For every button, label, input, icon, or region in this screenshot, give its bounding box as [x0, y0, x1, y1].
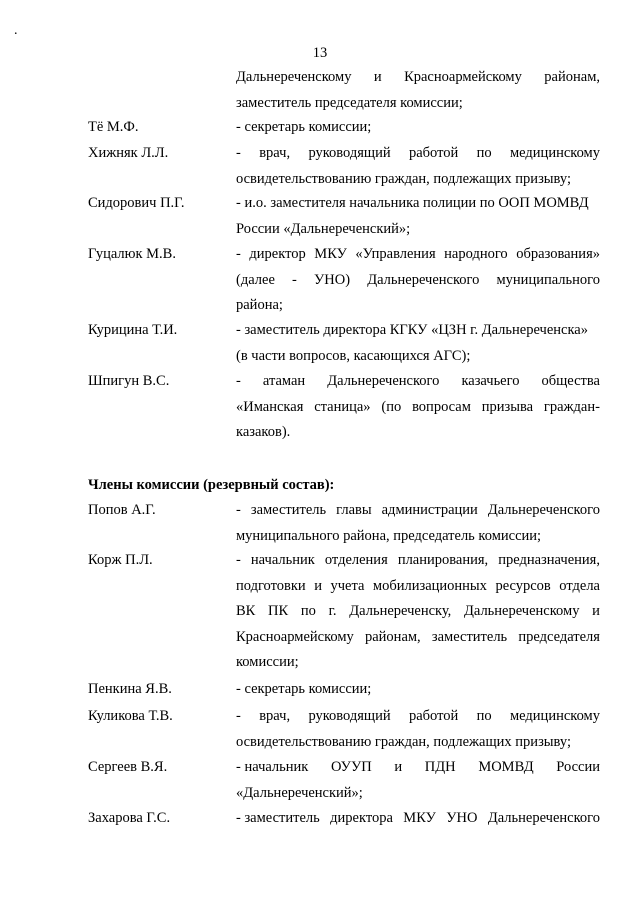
member-role-line — [236, 628, 600, 646]
word: УНО) — [314, 271, 351, 288]
member-name: Тё М.Ф. — [88, 119, 139, 135]
word: работой — [408, 708, 459, 724]
word: УНО — [446, 810, 478, 826]
word: образования» — [516, 246, 600, 262]
word: - — [236, 246, 241, 262]
word: Дальнереченского — [487, 810, 600, 826]
word: администрации — [381, 502, 478, 518]
word: Дальнереченскому — [236, 69, 352, 85]
member-role-line: - секретарь комиссии; — [236, 681, 372, 697]
word: заместитель — [431, 628, 508, 645]
word: граждан- — [543, 398, 600, 415]
member-role-line: комиссии; — [236, 654, 299, 671]
word: г. — [328, 603, 337, 620]
word: Дальнереченского — [327, 373, 440, 389]
member-role-line: - секретарь комиссии; — [236, 119, 372, 135]
word: станица» — [314, 398, 371, 415]
word: директора — [330, 810, 393, 826]
word: отделения — [324, 552, 388, 568]
word: Дальнереченского — [367, 271, 480, 288]
member-name: Сидорович П.Г. — [88, 195, 185, 211]
member-role-line — [236, 271, 600, 289]
member-role-line: «Дальнереченский»; — [236, 784, 363, 801]
member-name: Захарова Г.С. — [88, 810, 171, 826]
member-role-line: освидетельствованию граждан, подлежащих призыву; — [236, 733, 571, 750]
word: начальник — [250, 552, 315, 568]
page-number: 13 — [312, 45, 328, 61]
word: медицинскому — [510, 145, 600, 161]
member-role-line: казаков). — [236, 424, 291, 441]
stray-dot: . — [14, 23, 18, 38]
continuation-line: заместитель председателя комиссии; — [236, 94, 463, 111]
word: призыва — [481, 398, 534, 415]
word: - — [236, 552, 241, 568]
word: «Иманская — [236, 398, 304, 415]
member-role-line: - и.о. заместителя начальника полиции по ООП МОМВД — [236, 195, 589, 211]
word: - — [236, 502, 241, 518]
word: директор — [249, 246, 306, 262]
word: России — [556, 759, 600, 775]
word: вопросам — [412, 398, 471, 415]
word: ПДН — [424, 759, 456, 775]
word: МОМВД — [478, 759, 534, 775]
member-role-line: освидетельствованию граждан, подлежащих призыву; — [236, 170, 571, 187]
word: казачьего — [461, 373, 520, 389]
word: - начальник — [236, 759, 309, 775]
member-name: Пенкина Я.В. — [88, 681, 172, 697]
member-role-line — [236, 707, 600, 725]
member-role-line: (в части вопросов, касающихся АГС); — [236, 347, 471, 364]
word: атаман — [262, 373, 306, 389]
word: и — [314, 577, 322, 594]
word: отдела — [559, 577, 600, 594]
word: муниципального — [496, 271, 600, 288]
word: мобилизационных — [372, 577, 487, 594]
member-role-line — [236, 577, 600, 595]
word: - — [236, 708, 241, 724]
word: - заместитель — [236, 810, 320, 826]
word: и — [373, 69, 382, 85]
word: МКУ — [314, 246, 347, 262]
word: (далее — [236, 271, 275, 288]
word: ПК — [268, 603, 289, 620]
member-role-line: России «Дальнереченский»; — [236, 220, 411, 237]
word: руководящий — [308, 145, 391, 161]
word: ВК — [236, 603, 256, 620]
word: по — [476, 145, 492, 161]
word: районам, — [544, 69, 600, 85]
word: и — [592, 603, 600, 620]
member-role-line — [236, 809, 600, 827]
word: Дальнереченскому — [463, 603, 580, 620]
member-role-line — [236, 398, 600, 416]
word: МКУ — [403, 810, 436, 826]
member-role-line: района; — [236, 297, 283, 314]
word: по — [300, 603, 316, 620]
member-role-line — [236, 602, 600, 620]
member-name: Куликова Т.В. — [88, 708, 173, 724]
member-role-line — [236, 501, 600, 519]
member-role-line — [236, 758, 600, 776]
word: ресурсов — [495, 577, 551, 594]
word: Дальнереченского — [487, 502, 600, 518]
member-name: Сергеев В.Я. — [88, 759, 168, 775]
member-name: Корж П.Л. — [88, 552, 153, 568]
word: Красноармейскому — [236, 628, 354, 645]
word: ОУУП — [331, 759, 372, 775]
member-name: Шпигун В.С. — [88, 373, 170, 389]
word: планирования, — [397, 552, 489, 568]
word: работой — [408, 145, 459, 161]
word: Дальнереченску, — [349, 603, 452, 620]
reserve-heading: Члены комиссии (резервный состав): — [88, 477, 335, 493]
word: народного — [444, 246, 508, 262]
member-role-line: - заместитель директора КГКУ «ЦЗН г. Дальнереченска» — [236, 322, 588, 338]
word: - — [236, 145, 241, 161]
word: общества — [541, 373, 600, 389]
continuation-line — [236, 68, 600, 86]
word: главы — [336, 502, 372, 518]
word: руководящий — [308, 708, 391, 724]
word: медицинскому — [510, 708, 600, 724]
word: - — [292, 271, 297, 288]
word: врач, — [259, 708, 291, 724]
word: заместитель — [250, 502, 327, 518]
member-name: Гуцалюк М.В. — [88, 246, 176, 262]
word: по — [476, 708, 492, 724]
word: (по — [381, 398, 402, 415]
word: районам, — [364, 628, 421, 645]
word: Красноармейскому — [404, 69, 522, 85]
word: врач, — [259, 145, 291, 161]
word: «Управления — [355, 246, 436, 262]
member-name: Курицина Т.И. — [88, 322, 178, 338]
word: предназначения, — [498, 552, 600, 568]
word: учета — [330, 577, 365, 594]
member-name: Хижняк Л.Л. — [88, 145, 169, 161]
word: и — [394, 759, 403, 775]
member-role-line: муниципального района, председатель комиссии; — [236, 527, 542, 544]
word: подготовки — [236, 577, 306, 594]
member-role-line — [236, 245, 600, 263]
member-role-line — [236, 551, 600, 569]
word: - — [236, 373, 241, 389]
member-role-line — [236, 372, 600, 390]
word: председателя — [518, 628, 600, 645]
member-role-line — [236, 144, 600, 162]
member-name: Попов А.Г. — [88, 502, 156, 518]
